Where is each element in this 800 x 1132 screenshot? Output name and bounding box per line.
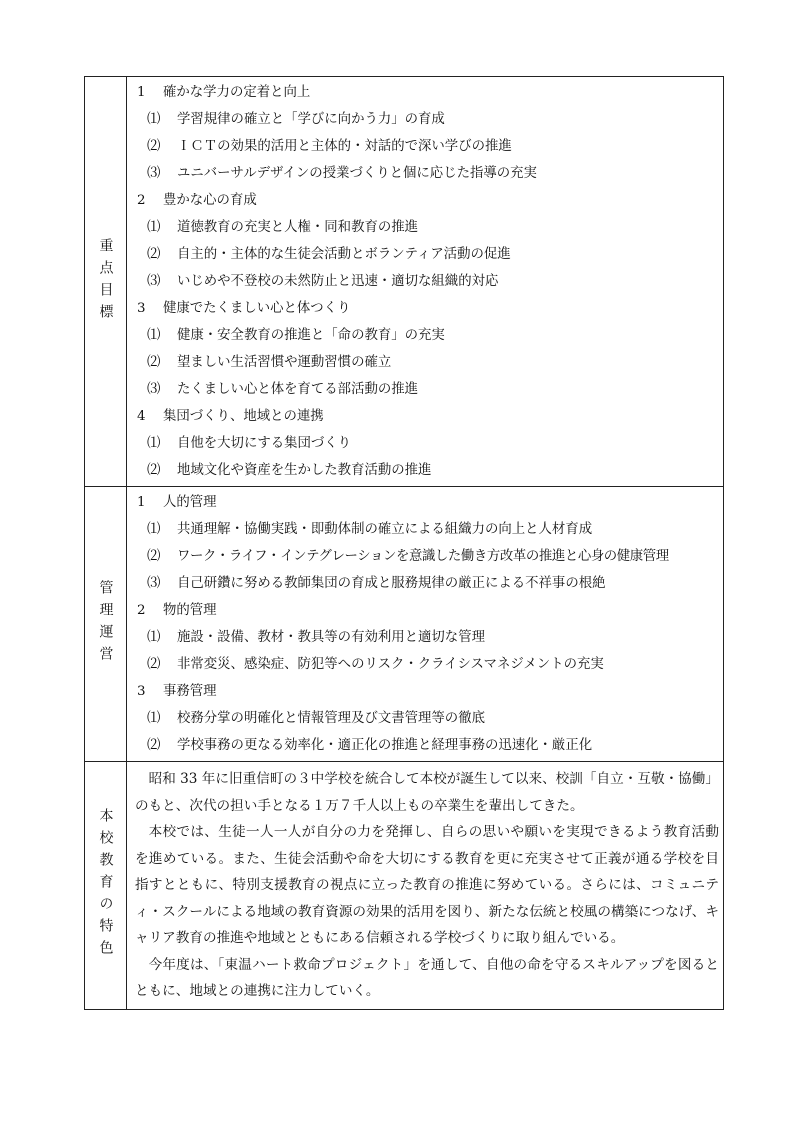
item-number: ⑴ — [147, 220, 161, 235]
item-text: 施設・設備、教材・教具等の有効利用と適切な管理 — [177, 630, 485, 645]
item-number: ⑶ — [147, 274, 161, 289]
item-text: ＩＣＴの効果的活用と主体的・対話的で深い学びの推進 — [177, 139, 512, 154]
group-heading — [135, 403, 719, 430]
section-content — [127, 77, 723, 486]
item-text: ユニバーサルデザインの授業づくりと個に応じた指導の充実 — [177, 166, 537, 181]
list-item — [135, 133, 719, 160]
item-number: ⑵ — [147, 463, 161, 478]
item-text: 学校事務の更なる効率化・適正化の推進と経理事務の迅速化・厳正化 — [177, 738, 593, 753]
item-number: ⑵ — [147, 139, 161, 154]
section-label: 管理運営 — [97, 580, 114, 668]
list-item — [135, 376, 719, 403]
list-item — [135, 570, 719, 597]
item-number: ⑵ — [147, 355, 161, 370]
group-number: 1 — [137, 495, 146, 510]
group-title: 豊かな心の育成 — [163, 193, 257, 208]
item-text: 健康・安全教育の推進と「命の教育」の充実 — [177, 328, 445, 343]
item-number: ⑶ — [147, 166, 161, 181]
list-item — [135, 651, 719, 678]
section-label: 本校教育の特色 — [97, 808, 114, 963]
list-item — [135, 322, 719, 349]
item-number: ⑵ — [147, 247, 161, 262]
list-item — [135, 705, 719, 732]
group-number: 1 — [137, 85, 146, 100]
group-heading — [135, 79, 719, 106]
list-item — [135, 732, 719, 759]
item-text: 共通理解・協働実践・即動体制の確立による組織力の向上と人材育成 — [177, 522, 593, 537]
item-number: ⑵ — [147, 738, 161, 753]
group-heading — [135, 489, 719, 516]
section-row-management — [85, 486, 723, 761]
item-number: ⑴ — [147, 522, 161, 537]
list-item — [135, 624, 719, 651]
item-text: 自己研鑽に努める教師集団の育成と服務規律の厳正による不祥事の根絶 — [177, 576, 606, 591]
group-title: 物的管理 — [163, 603, 217, 618]
item-text: 非常変災、感染症、防犯等へのリスク・クライシスマネジメントの充実 — [177, 657, 604, 672]
section-content — [127, 487, 723, 761]
item-number: ⑴ — [147, 436, 161, 451]
group-title: 集団づくり、地域との連携 — [163, 409, 324, 424]
paragraph: 今年度は、「東温ハート救命プロジェクト」を通して、自他の命を守るスキルアップを図るとともに、地域との連携に注力していく。 — [135, 956, 719, 999]
list-item — [135, 516, 719, 543]
group-title: 人的管理 — [163, 495, 217, 510]
section-row-features — [85, 761, 723, 1009]
group-number: 3 — [137, 684, 146, 699]
item-number: ⑵ — [147, 657, 161, 672]
item-number: ⑵ — [147, 549, 161, 564]
item-text: 自他を大切にする集団づくり — [177, 436, 352, 451]
item-number: ⑶ — [147, 576, 161, 591]
section-label-cell — [85, 487, 127, 761]
list-item — [135, 106, 719, 133]
group-title: 確かな学力の定着と向上 — [163, 85, 311, 100]
item-text: 道徳教育の充実と人権・同和教育の推進 — [177, 220, 419, 235]
item-number: ⑴ — [147, 630, 161, 645]
section-label-cell — [85, 77, 127, 486]
item-text: いじめや不登校の未然防止と迅速・適切な組織的対応 — [177, 274, 499, 289]
section-label: 重点目標 — [97, 237, 114, 326]
list-item — [135, 268, 719, 295]
list-item — [135, 457, 719, 484]
paragraph: 本校では、生徒一人一人が自分の力を発揮し、自らの思いや願いを実現できるよう教育活動を進めている。また、生徒会活動や命を大切にする教育を更に充実させて正義が通る学校を目指すとともに、特別支援教育の視点に立った教育の推進に努めている。さらには、コミュニティ・スクールによる地域の教育資源の効果的活用を図り、新たな伝統と校風の構築につなげ、キャリア教育の推進や地域とともにある信頼される学校づくりに取り組んでいる。 — [135, 824, 719, 946]
item-text: 校務分掌の明確化と情報管理及び文書管理等の徹底 — [177, 711, 485, 726]
item-text: 自主的・主体的な生徒会活動とボランティア活動の促進 — [177, 247, 511, 262]
group-title: 事務管理 — [163, 684, 217, 699]
school-plan-table — [84, 76, 724, 1010]
item-number: ⑴ — [147, 328, 161, 343]
item-number: ⑴ — [147, 112, 161, 127]
list-item — [135, 430, 719, 457]
group-heading — [135, 678, 719, 705]
list-item — [135, 349, 719, 376]
item-number: ⑴ — [147, 711, 161, 726]
list-item — [135, 160, 719, 187]
group-number: 3 — [137, 301, 146, 316]
paragraph: 昭和 33 年に旧重信町の３中学校を統合して本校が誕生して以来、校訓「自立・互敬・協働」のもと、次代の担い手となる１万７千人以上もの卒業生を輩出してきた。 — [135, 771, 719, 814]
group-heading — [135, 597, 719, 624]
group-title: 健康でたくましい心と体つくり — [163, 301, 351, 316]
list-item — [135, 543, 719, 570]
section-content — [127, 762, 723, 1009]
group-number: 4 — [137, 409, 146, 424]
group-heading — [135, 295, 719, 322]
list-item — [135, 214, 719, 241]
group-number: 2 — [137, 193, 146, 208]
item-text: たくましい心と体を育てる部活動の推進 — [177, 382, 419, 397]
item-text: 地域文化や資産を生かした教育活動の推進 — [177, 463, 432, 478]
group-heading — [135, 187, 719, 214]
group-number: 2 — [137, 603, 146, 618]
item-text: 学習規律の確立と「学びに向かう力」の育成 — [177, 112, 445, 127]
section-row-goals — [85, 77, 723, 486]
list-item — [135, 241, 719, 268]
item-text: 望ましい生活習慣や運動習慣の確立 — [177, 355, 392, 370]
item-number: ⑶ — [147, 382, 161, 397]
item-text: ワーク・ライフ・インテグレーションを意識した働き方改革の推進と心身の健康管理 — [177, 549, 669, 564]
section-label-cell — [85, 762, 127, 1009]
